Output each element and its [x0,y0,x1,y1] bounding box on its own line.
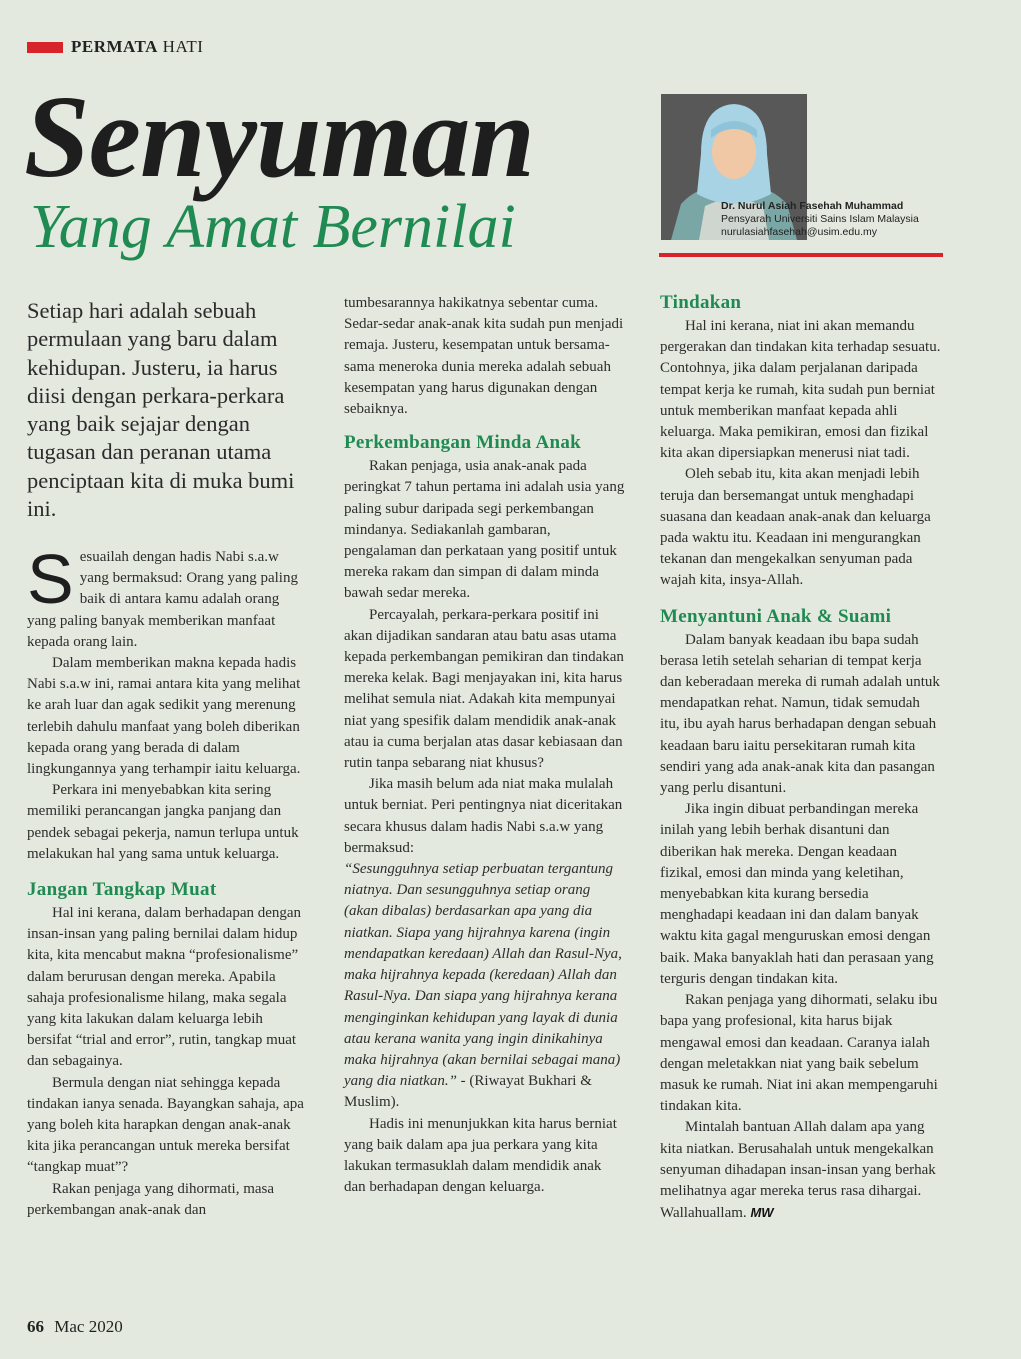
paragraph: Bermula dengan niat sehingga kepada tindakan ianya senada. Bayangkan sahaja, apa yang boleh kita harapkan dengan anak-anak kita jika perancangan untuk mereka bersifat “tangkap muat”? [27,1074,304,1176]
paragraph: Oleh sebab itu, kita akan menjadi lebih teruja dan bersemangat untuk menghadapi suasana dan keadaan anak-anak dan keluarga pada waktu itu. Keadaan ini mengurangkan tekanan dan mengekalkan senyuman pada wajah kita, insya-Allah. [660,466,931,589]
intro-paragraph [27,540,309,653]
final-paragraph [660,1117,942,1224]
paragraph: tumbesarannya hakikatnya sebentar cuma. Sedar-sedar anak-anak kita sudah pun menjadi remaja. Justeru, kesempatan untuk bersama-sama meneroka dunia mereka adalah sebuah kesempatan yang harus digunakan dengan sebaiknya. [344,295,624,418]
paragraph: Hadis ini menunjukkan kita harus berniat yang baik dalam apa jua perkara yang kita lakukan termasuklah dalam mendidik anak dan berhadapan dengan keluarga. [344,1115,617,1196]
page-footer [27,1317,123,1337]
section-tag-bold: PERMATA [71,37,158,56]
page-number: 66 [27,1317,44,1336]
article-subtitle: Yang Amat Bernilai [30,193,516,261]
hadith-quote [344,859,626,1113]
paragraph: Jika masih belum ada niat maka mulalah untuk berniat. Peri pentingnya niat diceritakan secara khusus dalam hadis Nabi s.a.w yang bermaksud: [344,776,623,856]
lead-paragraph: Setiap hari adalah sebuah permulaan yang baru dalam kehidupan. Justeru, ia harus diisi dengan perkara-perkara yang baik sejajar dengan tugasan dan peranan utama penciptaan kita di muka bumi ini. [27,298,295,522]
intro-text: esuailah dengan hadis Nabi s.a.w yang bermaksud: Orang yang paling baik di antara kamu adalah orang yang paling banyak memberikan manfaat kepada orang lain. [27,549,298,650]
column-2 [344,293,626,1198]
paragraph: Perkara ini menyebabkan kita sering memiliki perancangan jangka panjang dan pendek sebagai pekerja, namun terlupa untuk melakukan hal yang sama untuk keluarga. [27,782,299,862]
section-tag-light: HATI [162,37,204,56]
subheading-perkembangan-minda-anak: Perkembangan Minda Anak [344,432,582,454]
subheading-jangan-tangkap-muat: Jangan Tangkap Muat [27,879,217,901]
paragraph: Jika ingin dibuat perbandingan mereka inilah yang lebih berhak disantuni dan diberikan hak mereka. Dengan keadaan fizikal, emosi dan minda yang keletihan, menyebabkan kita kurang bersedia menghadapi keadaan ini dan dalam banyak waktu kita gagal menguruskan emosi dengan baik. Maka banyaklah hati dan perasaan yang terguris dengan tindakan kita. [660,801,934,987]
author-name: Dr. Nurul Asiah Fasehah Muhammad [721,200,904,212]
section-tag-bar [27,42,63,53]
author-email[interactable]: nurulasiahfasehah@usim.edu.my [721,226,877,238]
paragraph: Hal ini kerana, dalam berhadapan dengan insan-insan yang paling bernilai dalam hidup kita, kita mencabut makna “profesionalisme” dalam berurusan dengan mereka. Apabila sahaja profesionalisme hilang, maka segala yang kita lakukan dalam keluarga lebih bersifat “trial and error”, rutin, tangkap muat dan sebagainya. [27,905,302,1070]
paragraph: Rakan penjaga yang dihormati, masa perkembangan anak-anak dan [27,1180,275,1218]
paragraph: Percayalah, perkara-perkara positif ini akan dijadikan sandaran atau batu asas utama kepada perkembangan pemikiran dan tindakan mereka kelak. Bagi menjayakan ini, kita harus melihat semula niat. Adakah kita mempunyai niat yang spesifik dalam mendidik anak-anak atau ia cuma berjalan atas dasar kebiasaan dan rutin tanpa sebarang niat khusus? [344,606,624,772]
paragraph: Rakan penjaga yang dihormati, selaku ibu bapa yang profesional, kita harus bijak mengawal emosi dan keadaan. Caranya ialah dengan meletakkan niat yang baik sebelum masuk ke rumah. Niat ini akan mempengaruhi tindakan kita. [660,992,938,1115]
drop-cap: S [27,540,74,618]
author-info [721,200,919,239]
column-1 [27,540,309,1221]
author-role: Pensyarah Universiti Sains Islam Malaysia [721,213,919,225]
section-tag-text [71,37,203,57]
article-title: Senyuman [24,71,535,202]
end-mark-logo: MW [750,1205,774,1221]
paragraph: Rakan penjaga, usia anak-anak pada peringkat 7 tahun pertama ini adalah usia yang paling subur daripada segi perkembangan mindanya. Sediakanlah gambaran, pengalaman dan perkataan yang positif untuk mereka rakam dan simpan di dalam minda bawah sedar mereka. [344,458,625,602]
hadith-source: - (Riwayat Bukhari & Muslim). [344,1073,592,1111]
subheading-menyantuni-anak-suami: Menyantuni Anak & Suami [660,605,892,627]
paragraph: Hal ini kerana, niat ini akan memandu pergerakan dan tindakan kita terhadap sesuatu. Contohnya, jika dalam perjalanan daripada tempat kerja ke rumah, kita sudah pun berniat untuk memberikan manfaat kepada ahli keluarga. Maka pemikiran, emosi dan fizikal kita akan dipersiapkan menerusi niat tadi. [660,318,941,462]
author-divider [659,253,943,257]
subheading-tindakan: Tindakan [660,292,742,313]
paragraph: Dalam memberikan makna kepada hadis Nabi s.a.w ini, ramai antara kita yang melihat ke arah luar dan agak sedikit yang merenung terlebih dahulu manfaat yang boleh diberikan kepada orang yang berada di dalam lingkungannya yang terhampir iaitu keluarga. [27,655,301,778]
section-tag [27,37,203,57]
paragraph: Dalam banyak keadaan ibu bapa sudah berasa letih setelah seharian di tempat kerja dan keberadaan mereka di rumah adalah untuk mendapatkan rehat. Namun, tidak semudah itu, ibu ayah harus berhadapan dengan sebuah keadaan baru iaitu persekitaran rumah kita sendiri yang ada anak-anak kita dan pasangan yang perlu disantuni. [660,631,940,797]
column-3 [660,290,942,1224]
issue-date: Mac 2020 [54,1317,123,1336]
hadith-quote-text: “Sesungguhnya setiap perbuatan tergantung niatnya. Dan sesungguhnya setiap orang (akan dibalas) berdasarkan apa yang dia niatkan. Siapa yang hijrahnya karena (ingin mendapatkan keredaan) Allah dan Rasul-Nya, maka hijrahnya kepada (keredaan) Allah dan Rasul-Nya. Dan siapa yang hijrahnya kerana menginginkan kehidupan yang layak di dunia atau kerana wanita yang ingin dinikahinya maka hijrahnya (akan bernilai sebagai mana) yang dia niatkan.” [344,861,622,1090]
final-paragraph-text: Mintalah bantuan Allah dalam apa yang kita niatkan. Berusahalah untuk mengekalkan senyuman dihadapan insan-insan yang berhak melihatnya agar mereka terus rasa dihargai. Wallahuallam. [660,1119,936,1222]
